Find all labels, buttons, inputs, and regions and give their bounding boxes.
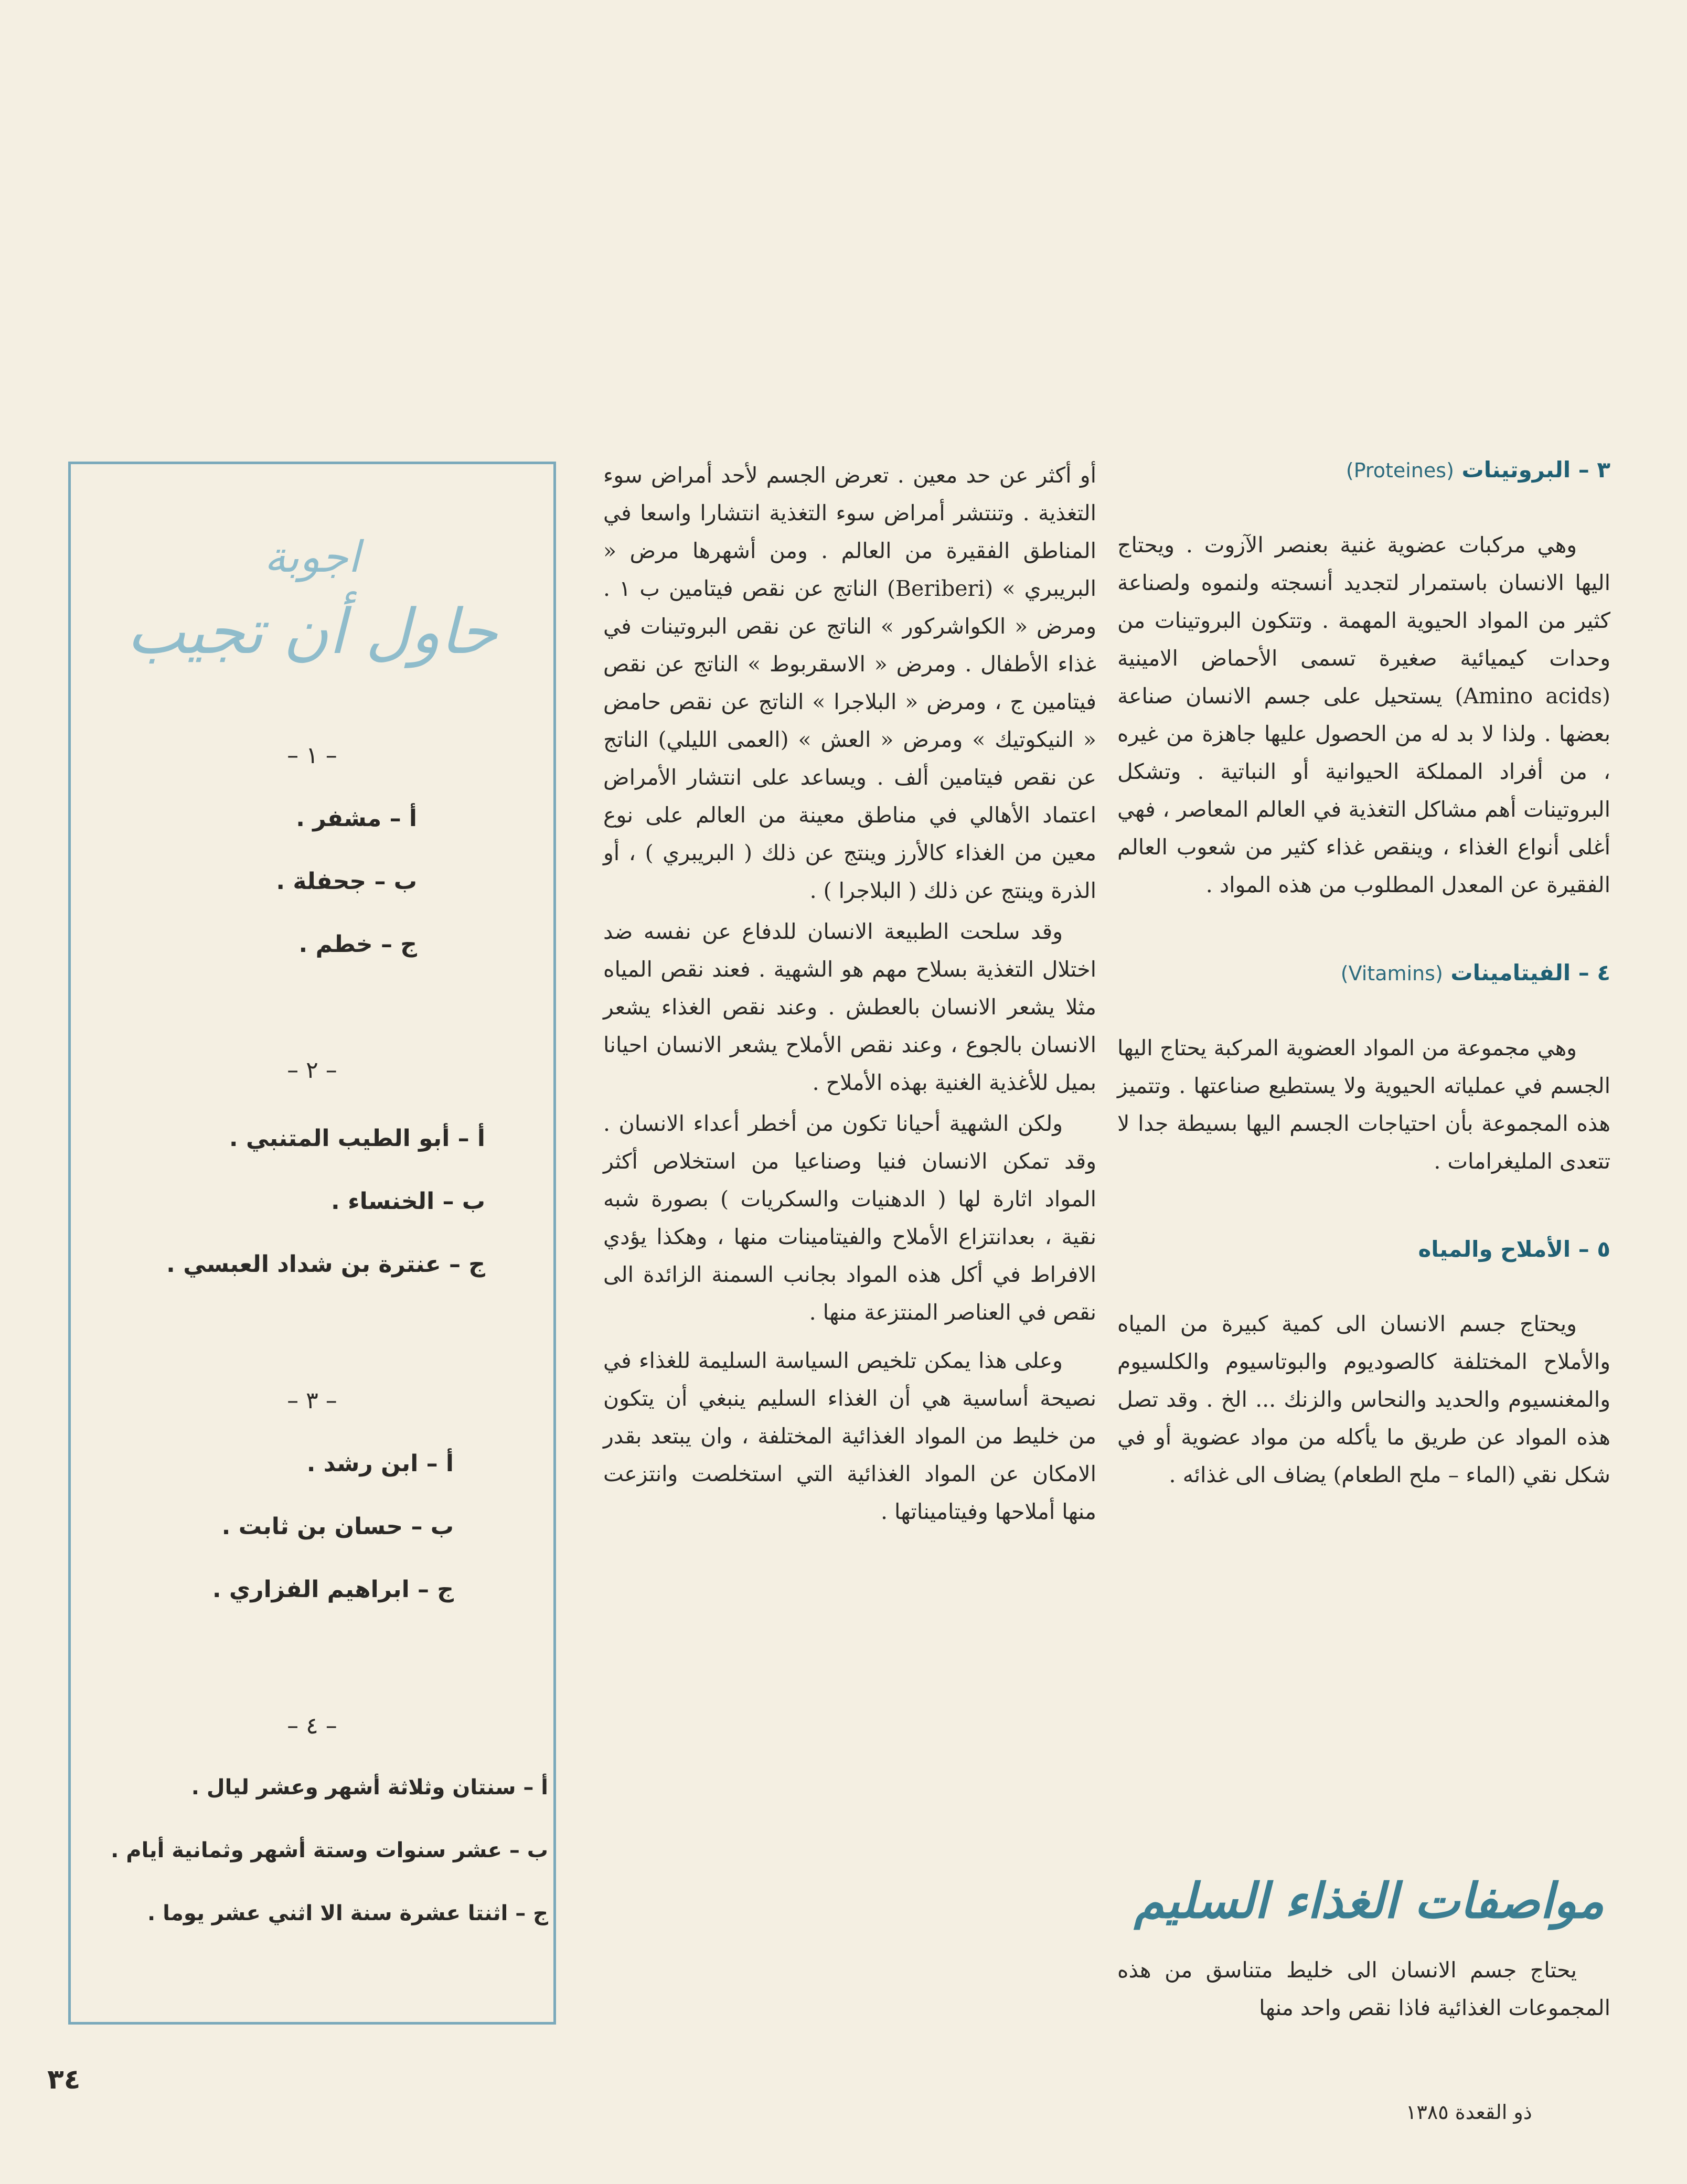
middle-column bbox=[603, 456, 1096, 1534]
issue-date: ذو القعدة ١٣٨٥ bbox=[1406, 2101, 1532, 2124]
answer-item: ب – الخنساء . bbox=[331, 1188, 485, 1215]
page-number: ٣٤ bbox=[47, 2064, 81, 2095]
proteins-paragraph: وهي مركبات عضوية غنية بعنصر الآزوت . ويحتاج اليها الانسان باستمرار لتجديد أنسجته ولنموه ولصناعة كثير من المواد الحيوية المهمة . وتتكون البروتينات من وحدات كيميائية صغيرة تسمى الأحماض الامينية (Amino acids) يستحيل على جسم الانسان صناعة بعضها . ولذا لا بد له من الحصول عليها جاهزة من غيره ، من أفراد المملكة الحيوانية أو النباتية . وتشكل البروتينات أهم مشاكل التغذية في العالم المعاصر ، فهي أغلى أنواع الغذاء ، وينقص غذاء كثير من شعوب العالم الفقيرة عن المعدل المطلوب من هذه المواد . bbox=[1117, 532, 1611, 897]
vitamins-heading-latin: (Vitamins) bbox=[1340, 962, 1443, 985]
vitamins-heading bbox=[1117, 954, 1610, 992]
section-title: مواصفات الغذاء السليم bbox=[1134, 1872, 1604, 1929]
answer-item: أ – مشفر . bbox=[296, 805, 417, 832]
group-number: – ٣ – bbox=[287, 1387, 337, 1414]
proteins-heading bbox=[1117, 451, 1610, 489]
answer-item: أ – سنتان وثلاثة أشهر وعشر ليال . bbox=[191, 1775, 548, 1800]
answers-box bbox=[68, 462, 556, 2025]
group-number: – ١ – bbox=[287, 742, 337, 769]
answer-item: ب – جحفلة . bbox=[276, 868, 417, 895]
group-number: – ٢ – bbox=[287, 1057, 337, 1084]
intro-paragraph: يحتاج جسم الانسان الى خليط متناسق من هذه المجموعات الغذائية فاذا نقص واحد منها bbox=[1117, 1957, 1610, 2020]
answer-item: ب – حسان بن ثابت . bbox=[221, 1513, 454, 1540]
answer-item: ب – عشر سنوات وستة أشهر وثمانية أيام . bbox=[111, 1838, 548, 1862]
vitamins-heading-text: ٤ – الفيتامينات bbox=[1450, 960, 1610, 986]
answers-title-line2: حاول أن تجيب bbox=[126, 595, 498, 668]
answer-item: ج – اثنتا عشرة سنة الا اثني عشر يوما . bbox=[147, 1901, 548, 1925]
proteins-heading-latin: (Proteines) bbox=[1346, 459, 1454, 482]
answer-item: ج – خطم . bbox=[298, 931, 417, 958]
group-number: – ٤ – bbox=[287, 1712, 337, 1739]
middle-paragraph-3: ولكن الشهية أحيانا تكون من أخطر أعداء الانسان . وقد تمكن الانسان فنيا وصناعيا من استخلاص أكثر المواد اثارة لها ( الدهنيات والسكريات ) بصورة شبه نقية ، بعدانتزاع الأملاح والفيتامينات منها ، وهكذا يؤدي الافراط في أكل هذه المواد بجانب السمنة الزائدة الى نقص في العناصر المنتزعة منها . bbox=[603, 1111, 1096, 1325]
answer-item: ج – ابراهيم الفزاري . bbox=[212, 1576, 454, 1603]
answer-item: أ – أبو الطيب المتنبي . bbox=[229, 1125, 485, 1152]
answers-title-line1: اجوبة bbox=[264, 532, 360, 582]
answer-item: أ – ابن رشد . bbox=[306, 1450, 454, 1477]
vitamins-paragraph: وهي مجموعة من المواد العضوية المركبة يحتاج اليها الجسم في عملياته الحيوية ولا يستطيع صناعتها . وتتميز هذه المجموعة بأن احتياجات الجسم اليها بسيطة جدا لا تتعدى المليغرامات . bbox=[1117, 1035, 1610, 1174]
right-column bbox=[1117, 451, 1610, 1497]
proteins-heading-text: ٣ – البروتينات bbox=[1461, 457, 1610, 483]
middle-paragraph-4: وعلى هذا يمكن تلخيص السياسة السليمة للغذاء في نصيحة أساسية هي أن الغذاء السليم ينبغي أن يتكون من خليط من المواد الغذائية المختلفة ، وان يبتعد بقدر الامكان عن المواد الغذائية التي استخلصت وانتزعت منها أملاحها وفيتاميناتها . bbox=[603, 1348, 1096, 1524]
middle-paragraph-2: وقد سلحت الطبيعة الانسان للدفاع عن نفسه ضد اختلال التغذية بسلاح مهم هو الشهية . فعند نقص المياه مثلا يشعر الانسان بالعطش . وعند نقص الغذاء يشعر الانسان بالجوع ، وعند نقص الأملاح يشعر الانسان احيانا بميل للأغذية الغنية بهذه الأملاح . bbox=[603, 919, 1096, 1095]
salts-paragraph: ويحتاج جسم الانسان الى كمية كبيرة من المياه والأملاح المختلفة كالصوديوم والبوتاسيوم والكلسيوم والمغنسيوم والحديد والنحاس والزنك ... الخ . وقد تصل هذه المواد عن طريق ما يأكله من مواد عضوية أو في شكل نقي (الماء – ملح الطعام) يضاف الى غذائه . bbox=[1117, 1311, 1610, 1487]
middle-paragraph-1: أو أكثر عن حد معين . تعرض الجسم لأحد أمراض سوء التغذية . وتنتشر أمراض سوء التغذية انتشارا واسعا في المناطق الفقيرة من العالم . ومن أشهرها مرض « البريبري » (Beriberi) الناتج عن نقص فيتامين ب ١ . ومرض « الكواشركور » الناتج عن نقص البروتينات في غذاء الأطفال . ومرض « الاسقربوط » الناتج عن نقص فيتامين ج ، ومرض « البلاجرا » الناتج عن نقص حامض « النيكوتيك » ومرض « العش » (العمى الليلي) الناتج عن نقص فيتامين ألف . ويساعد على انتشار الأمراض اعتماد الأهالي في مناطق معينة من العالم على نوع معين من الغذاء كالأرز وينتج عن ذلك ( البريبري ) ، أو الذرة وينتج عن ذلك ( البلاجرا ) . bbox=[603, 463, 1096, 903]
answer-item: ج – عنترة بن شداد العبسي . bbox=[166, 1251, 485, 1278]
salts-heading: ٥ – الأملاح والمياه bbox=[1418, 1236, 1610, 1262]
intro-block bbox=[1117, 1951, 1610, 2030]
